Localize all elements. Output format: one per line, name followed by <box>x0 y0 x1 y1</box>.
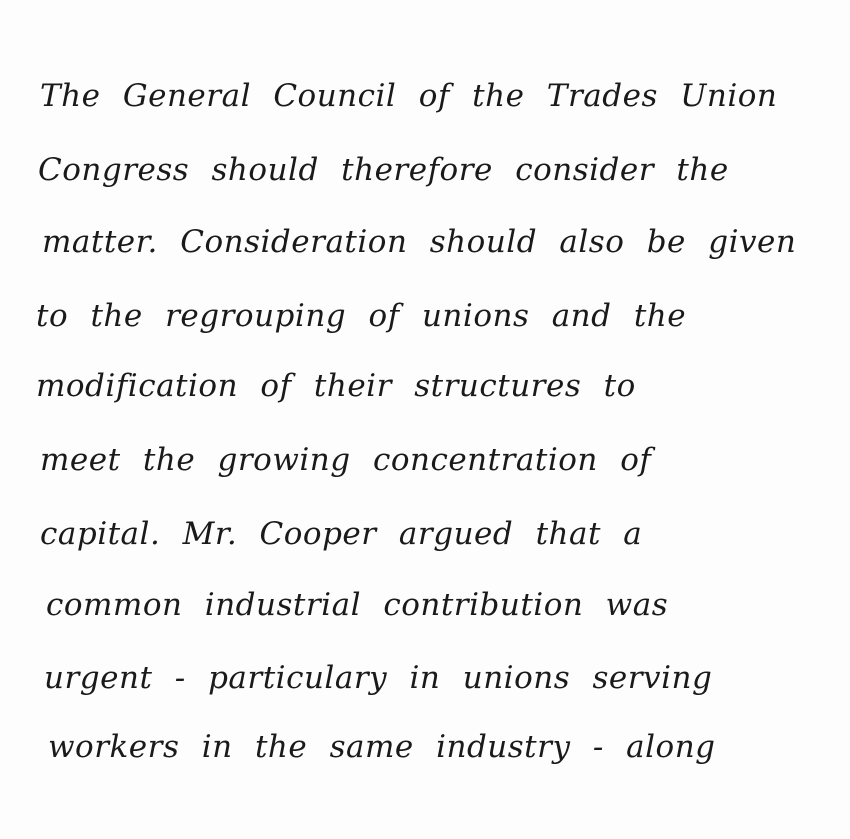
handwritten-line: urgent - particulary in unions serving <box>44 660 713 696</box>
handwritten-line: meet the growing concentration of <box>40 442 652 478</box>
handwritten-line: workers in the same industry - along <box>48 729 716 765</box>
handwritten-line: modification of their structures to <box>36 368 636 404</box>
handwritten-line: matter. Consideration should also be given <box>42 224 797 260</box>
handwritten-line: The General Council of the Trades Union <box>40 78 778 114</box>
handwritten-line: to the regrouping of unions and the <box>36 298 687 334</box>
handwritten-line: capital. Mr. Cooper argued that a <box>40 516 643 552</box>
handwritten-line: common industrial contribution was <box>46 587 669 623</box>
handwritten-line: Congress should therefore consider the <box>38 152 729 188</box>
